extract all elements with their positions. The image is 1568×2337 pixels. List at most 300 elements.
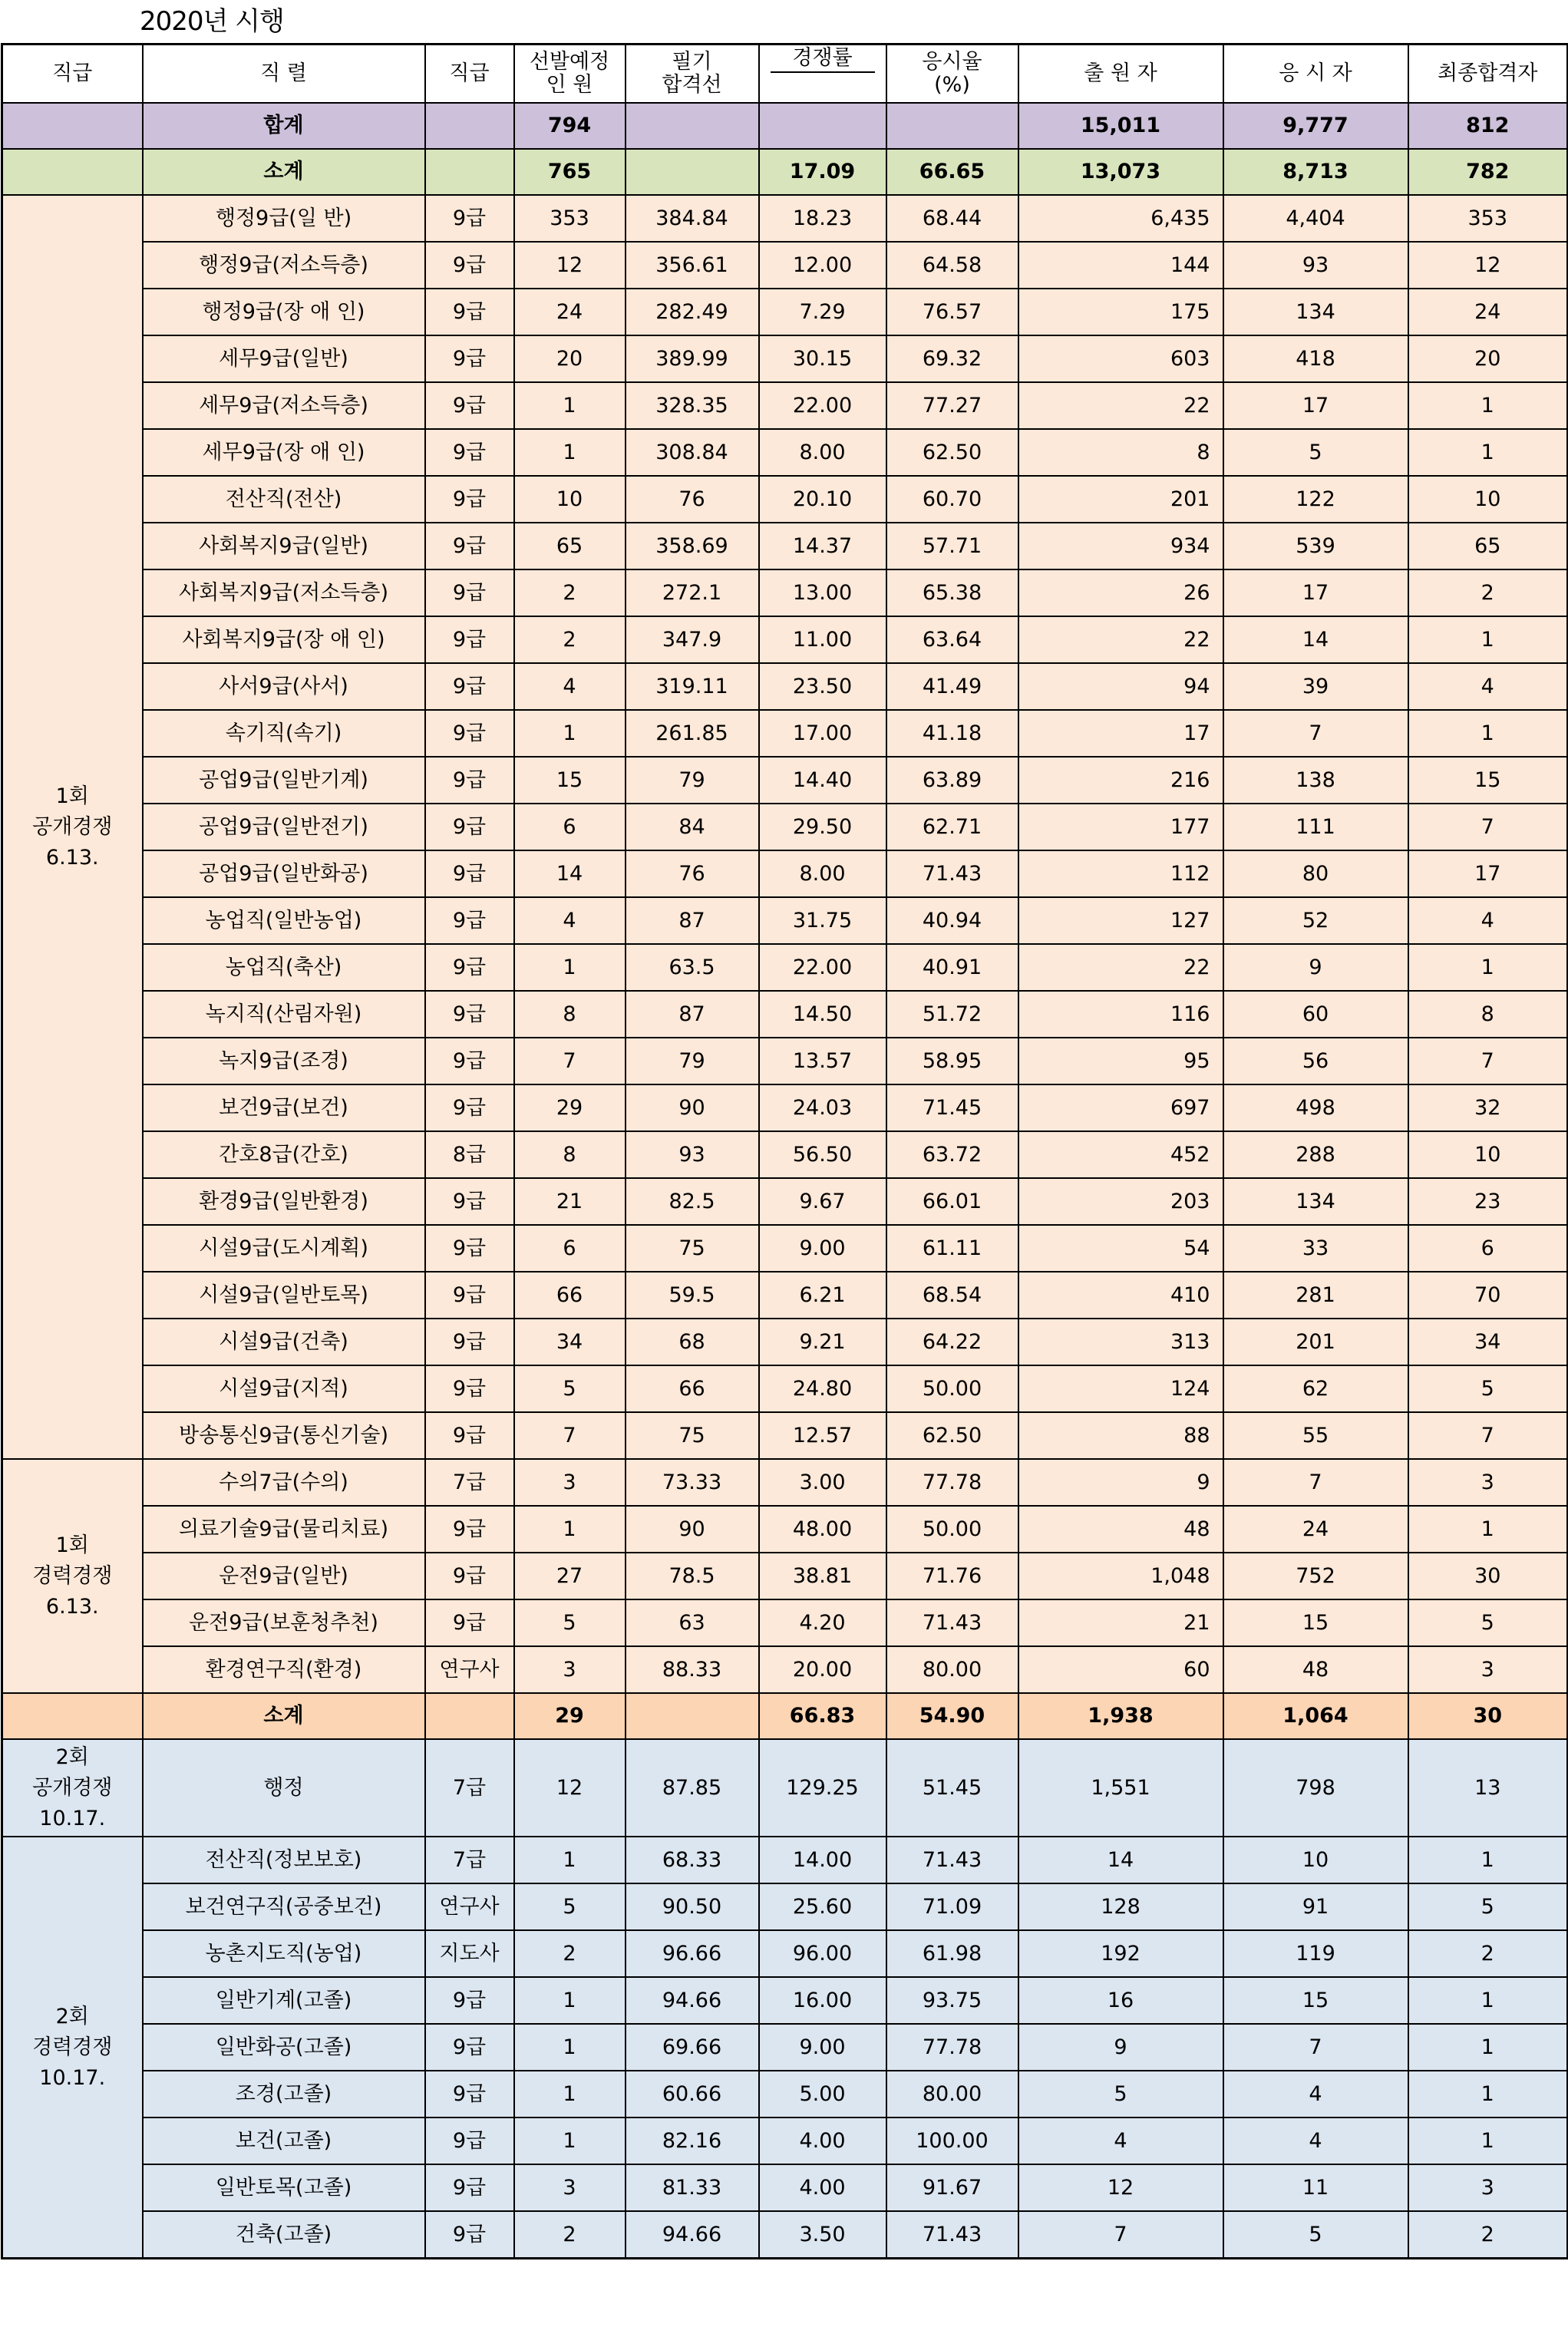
header-row [2,45,1568,104]
cell-name: 사서9급(사서) [143,663,425,710]
cell-cutoff: 73.33 [626,1459,759,1506]
cell-planned: 1 [514,1977,626,2024]
cell-examinees: 14 [1223,616,1408,663]
cell-competition: 3.50 [759,2211,886,2259]
cell-cutoff: 261.85 [626,710,759,757]
cell-examinees: 52 [1223,897,1408,944]
cell-planned: 65 [514,523,626,569]
cell-name: 행정 [143,1739,425,1837]
cell-applicants: 9 [1018,2024,1223,2071]
cell-planned: 66 [514,1272,626,1319]
cell-competition: 22.00 [759,944,886,991]
cell-examinees: 91 [1223,1883,1408,1930]
cell-examinees: 134 [1223,289,1408,335]
cell-competition: 20.00 [759,1646,886,1693]
table-row [2,1038,1568,1084]
cell-grade: 9급 [425,1272,514,1319]
cell-grade: 7급 [425,1837,514,1883]
cell-name: 보건(고졸) [143,2117,425,2164]
cell-applicants: 88 [1018,1412,1223,1459]
group-label-line: 2회 [55,1744,89,1769]
cell-name: 보건9급(보건) [143,1084,425,1131]
table-row [2,523,1568,569]
cell-competition: 56.50 [759,1131,886,1178]
cell-planned: 353 [514,195,626,242]
cell-final: 5 [1408,1883,1568,1930]
cell-grade: 9급 [425,335,514,382]
table-row [2,1646,1568,1693]
header-grade2: 직급 [425,45,514,104]
cell-examinees: 134 [1223,1178,1408,1225]
cell-competition: 24.03 [759,1084,886,1131]
cell-name: 방송통신9급(통신기술) [143,1412,425,1459]
subtotal-competition: 17.09 [759,149,886,195]
group-label-line: 6.13. [45,845,99,870]
cell-cutoff: 75 [626,1412,759,1459]
cell-name: 의료기술9급(물리치료) [143,1506,425,1553]
total-label: 합계 [143,103,425,149]
cell-examinees: 539 [1223,523,1408,569]
cell-final: 2 [1408,1930,1568,1977]
cell-rate: 80.00 [886,1646,1018,1693]
cell-planned: 8 [514,1131,626,1178]
cell-applicants: 8 [1018,429,1223,476]
cell-grade: 9급 [425,2117,514,2164]
cell-examinees: 93 [1223,242,1408,289]
cell-name: 행정9급(저소득층) [143,242,425,289]
total-row [2,103,1568,149]
header-competition-label: 경쟁률 [771,45,875,73]
cell-competition: 48.00 [759,1506,886,1553]
cell-competition: 9.00 [759,2024,886,2071]
cell-applicants: 128 [1018,1883,1223,1930]
table-row [2,804,1568,850]
cell-planned: 1 [514,2024,626,2071]
cell-name: 운전9급(보훈청추천) [143,1599,425,1646]
cell-name: 사회복지9급(저소득층) [143,569,425,616]
cell-name: 전산직(전산) [143,476,425,523]
cell-cutoff: 282.49 [626,289,759,335]
cell-competition: 4.20 [759,1599,886,1646]
group-label-line: 1회 [55,784,89,808]
cell-final: 5 [1408,1599,1568,1646]
cell-cutoff: 63 [626,1599,759,1646]
cell-applicants: 177 [1018,804,1223,850]
cell-rate: 63.72 [886,1131,1018,1178]
header-cutoff-line1: 필기 [672,50,712,74]
total-final: 812 [1408,103,1568,149]
cell-applicants: 603 [1018,335,1223,382]
cell-competition: 8.00 [759,850,886,897]
subtotal-row [2,1693,1568,1739]
cell-planned: 34 [514,1319,626,1365]
cell-grade: 9급 [425,1506,514,1553]
group-label-group2 [2,1459,143,1693]
group-label-line: 10.17. [39,1806,106,1830]
subtotal-blank [2,1693,143,1739]
cell-applicants: 22 [1018,382,1223,429]
cell-planned: 6 [514,804,626,850]
group-label-group3 [2,1739,143,1837]
table-row [2,663,1568,710]
cell-final: 1 [1408,2024,1568,2071]
cell-final: 7 [1408,1412,1568,1459]
cell-examinees: 48 [1223,1646,1408,1693]
cell-rate: 76.57 [886,289,1018,335]
table-row [2,2164,1568,2211]
cell-cutoff: 82.16 [626,2117,759,2164]
cell-competition: 31.75 [759,897,886,944]
cell-final: 10 [1408,1131,1568,1178]
cell-competition: 20.10 [759,476,886,523]
cell-grade: 7급 [425,1459,514,1506]
group-label-line: 1회 [55,1533,89,1557]
cell-name: 사회복지9급(장 애 인) [143,616,425,663]
cell-examinees: 15 [1223,1977,1408,2024]
cell-competition: 7.29 [759,289,886,335]
cell-applicants: 6,435 [1018,195,1223,242]
table-row [2,944,1568,991]
table-row [2,1930,1568,1977]
cell-rate: 71.43 [886,850,1018,897]
cell-rate: 51.45 [886,1739,1018,1837]
cell-cutoff: 90 [626,1506,759,1553]
cell-final: 6 [1408,1225,1568,1272]
cell-final: 10 [1408,476,1568,523]
subtotal-grade [425,149,514,195]
cell-grade: 9급 [425,476,514,523]
cell-rate: 71.45 [886,1084,1018,1131]
cell-planned: 6 [514,1225,626,1272]
cell-grade: 9급 [425,757,514,804]
subtotal-competition: 66.83 [759,1693,886,1739]
cell-planned: 1 [514,2117,626,2164]
cell-applicants: 54 [1018,1225,1223,1272]
cell-examinees: 10 [1223,1837,1408,1883]
cell-rate: 50.00 [886,1365,1018,1412]
cell-name: 일반토목(고졸) [143,2164,425,2211]
cell-grade: 9급 [425,2164,514,2211]
cell-cutoff: 94.66 [626,1977,759,2024]
cell-cutoff: 79 [626,757,759,804]
cell-final: 1 [1408,382,1568,429]
cell-planned: 3 [514,1459,626,1506]
cell-examinees: 201 [1223,1319,1408,1365]
table-row [2,2211,1568,2259]
cell-examinees: 288 [1223,1131,1408,1178]
cell-cutoff: 94.66 [626,2211,759,2259]
cell-rate: 61.98 [886,1930,1018,1977]
cell-grade: 9급 [425,1977,514,2024]
table-row [2,757,1568,804]
cell-applicants: 175 [1018,289,1223,335]
cell-cutoff: 78.5 [626,1553,759,1599]
table-row [2,1977,1568,2024]
cell-planned: 24 [514,289,626,335]
cell-applicants: 127 [1018,897,1223,944]
table-row [2,476,1568,523]
subtotal-applicants: 13,073 [1018,149,1223,195]
cell-name: 건축(고졸) [143,2211,425,2259]
header-series: 직 렬 [143,45,425,104]
header-grade: 직급 [2,45,143,104]
cell-examinees: 80 [1223,850,1408,897]
cell-name: 행정9급(일 반) [143,195,425,242]
table-row [2,1599,1568,1646]
cell-examinees: 4,404 [1223,195,1408,242]
subtotal-planned: 29 [514,1693,626,1739]
cell-competition: 29.50 [759,804,886,850]
cell-applicants: 4 [1018,2117,1223,2164]
cell-rate: 68.54 [886,1272,1018,1319]
cell-competition: 12.00 [759,242,886,289]
cell-examinees: 33 [1223,1225,1408,1272]
cell-final: 1 [1408,2117,1568,2164]
cell-rate: 91.67 [886,2164,1018,2211]
cell-applicants: 16 [1018,1977,1223,2024]
cell-name: 행정9급(장 애 인) [143,289,425,335]
cell-final: 65 [1408,523,1568,569]
cell-cutoff: 90.50 [626,1883,759,1930]
cell-grade: 9급 [425,2071,514,2117]
cell-examinees: 17 [1223,569,1408,616]
cell-planned: 3 [514,1646,626,1693]
group-label-group1 [2,195,143,1459]
cell-planned: 20 [514,335,626,382]
cell-planned: 10 [514,476,626,523]
cell-name: 사회복지9급(일반) [143,523,425,569]
cell-applicants: 452 [1018,1131,1223,1178]
cell-cutoff: 356.61 [626,242,759,289]
cell-rate: 71.43 [886,2211,1018,2259]
cell-examinees: 55 [1223,1412,1408,1459]
cell-rate: 71.76 [886,1553,1018,1599]
cell-rate: 51.72 [886,991,1018,1038]
cell-grade: 9급 [425,710,514,757]
header-rate-line1: 응시율 [922,50,982,74]
subtotal-final: 30 [1408,1693,1568,1739]
cell-final: 1 [1408,944,1568,991]
cell-grade: 연구사 [425,1646,514,1693]
subtotal-applicants: 1,938 [1018,1693,1223,1739]
cell-cutoff: 328.35 [626,382,759,429]
cell-grade: 지도사 [425,1930,514,1977]
cell-applicants: 410 [1018,1272,1223,1319]
page-title: 2020년 시행 [140,6,284,37]
cell-planned: 7 [514,1412,626,1459]
cell-final: 32 [1408,1084,1568,1131]
cell-grade: 9급 [425,1084,514,1131]
cell-name: 보건연구직(공중보건) [143,1883,425,1930]
table-row [2,1739,1568,1837]
cell-rate: 63.64 [886,616,1018,663]
cell-final: 1 [1408,2071,1568,2117]
cell-grade: 9급 [425,804,514,850]
table-row [2,429,1568,476]
cell-examinees: 7 [1223,1459,1408,1506]
table-row [2,1225,1568,1272]
cell-competition: 14.00 [759,1837,886,1883]
header-cutoff [626,45,759,104]
total-competition [759,103,886,149]
group-label-line: 10.17. [39,2065,106,2090]
cell-rate: 64.22 [886,1319,1018,1365]
cell-examinees: 15 [1223,1599,1408,1646]
cell-examinees: 138 [1223,757,1408,804]
table-row [2,1084,1568,1131]
cell-planned: 5 [514,1365,626,1412]
cell-applicants: 1,551 [1018,1739,1223,1837]
cell-grade: 9급 [425,991,514,1038]
cell-planned: 29 [514,1084,626,1131]
cell-competition: 13.57 [759,1038,886,1084]
cell-examinees: 122 [1223,476,1408,523]
cell-competition: 9.00 [759,1225,886,1272]
cell-cutoff: 69.66 [626,2024,759,2071]
cell-grade: 9급 [425,663,514,710]
cell-competition: 25.60 [759,1883,886,1930]
cell-planned: 1 [514,944,626,991]
cell-final: 17 [1408,850,1568,897]
total-examinees: 9,777 [1223,103,1408,149]
cell-name: 공업9급(일반기계) [143,757,425,804]
cell-grade: 9급 [425,523,514,569]
cell-applicants: 9 [1018,1459,1223,1506]
cell-name: 시설9급(지적) [143,1365,425,1412]
cell-planned: 12 [514,1739,626,1837]
cell-name: 일반기계(고졸) [143,1977,425,2024]
cell-grade: 8급 [425,1131,514,1178]
cell-examinees: 5 [1223,2211,1408,2259]
cell-applicants: 116 [1018,991,1223,1038]
cell-name: 시설9급(건축) [143,1319,425,1365]
cell-cutoff: 347.9 [626,616,759,663]
cell-examinees: 5 [1223,429,1408,476]
table-row [2,1365,1568,1412]
cell-planned: 1 [514,1837,626,1883]
table-row [2,850,1568,897]
table-row [2,616,1568,663]
total-blank [2,103,143,149]
cell-planned: 27 [514,1553,626,1599]
header-rate-line2: (%) [934,73,970,97]
header-examinees: 응 시 자 [1223,45,1408,104]
table-row [2,242,1568,289]
header-competition [759,45,886,104]
table-row [2,1837,1568,1883]
cell-cutoff: 75 [626,1225,759,1272]
cell-examinees: 24 [1223,1506,1408,1553]
cell-name: 간호8급(간호) [143,1131,425,1178]
cell-name: 시설9급(일반토목) [143,1272,425,1319]
cell-rate: 65.38 [886,569,1018,616]
cell-applicants: 60 [1018,1646,1223,1693]
cell-competition: 5.00 [759,2071,886,2117]
cell-rate: 69.32 [886,335,1018,382]
subtotal-rate: 66.65 [886,149,1018,195]
cell-rate: 71.43 [886,1837,1018,1883]
cell-planned: 3 [514,2164,626,2211]
cell-final: 34 [1408,1319,1568,1365]
cell-examinees: 4 [1223,2117,1408,2164]
cell-examinees: 56 [1223,1038,1408,1084]
cell-planned: 1 [514,382,626,429]
cell-grade: 9급 [425,1178,514,1225]
cell-name: 세무9급(일반) [143,335,425,382]
cell-final: 1 [1408,710,1568,757]
cell-competition: 38.81 [759,1553,886,1599]
table-row [2,1412,1568,1459]
cell-grade: 9급 [425,195,514,242]
cell-applicants: 934 [1018,523,1223,569]
cell-cutoff: 76 [626,850,759,897]
cell-competition: 13.00 [759,569,886,616]
table-row [2,1883,1568,1930]
cell-competition: 24.80 [759,1365,886,1412]
cell-applicants: 1,048 [1018,1553,1223,1599]
cell-grade: 9급 [425,944,514,991]
cell-grade: 9급 [425,242,514,289]
cell-name: 농업직(축산) [143,944,425,991]
cell-rate: 57.71 [886,523,1018,569]
cell-cutoff: 66 [626,1365,759,1412]
table-row [2,2071,1568,2117]
table-row [2,569,1568,616]
cell-applicants: 192 [1018,1930,1223,1977]
cell-examinees: 62 [1223,1365,1408,1412]
cell-competition: 23.50 [759,663,886,710]
table-row [2,335,1568,382]
cell-name: 녹지직(산림자원) [143,991,425,1038]
cell-cutoff: 68.33 [626,1837,759,1883]
cell-planned: 4 [514,663,626,710]
cell-final: 1 [1408,1506,1568,1553]
cell-rate: 41.49 [886,663,1018,710]
cell-grade: 9급 [425,1553,514,1599]
cell-applicants: 216 [1018,757,1223,804]
cell-examinees: 11 [1223,2164,1408,2211]
cell-competition: 6.21 [759,1272,886,1319]
cell-name: 세무9급(저소득층) [143,382,425,429]
cell-rate: 62.50 [886,429,1018,476]
cell-cutoff: 87.85 [626,1739,759,1837]
cell-rate: 61.11 [886,1225,1018,1272]
cell-rate: 41.18 [886,710,1018,757]
cell-cutoff: 96.66 [626,1930,759,1977]
cell-name: 시설9급(도시계획) [143,1225,425,1272]
cell-rate: 50.00 [886,1506,1018,1553]
cell-examinees: 119 [1223,1930,1408,1977]
cell-grade: 9급 [425,569,514,616]
cell-competition: 12.57 [759,1412,886,1459]
cell-name: 공업9급(일반전기) [143,804,425,850]
cell-name: 전산직(정보보호) [143,1837,425,1883]
cell-competition: 4.00 [759,2164,886,2211]
subtotal-examinees: 1,064 [1223,1693,1408,1739]
table-row [2,1506,1568,1553]
cell-competition: 129.25 [759,1739,886,1837]
cell-applicants: 94 [1018,663,1223,710]
cell-planned: 21 [514,1178,626,1225]
cell-rate: 60.70 [886,476,1018,523]
table-row [2,2117,1568,2164]
cell-grade: 9급 [425,616,514,663]
cell-applicants: 5 [1018,2071,1223,2117]
cell-final: 2 [1408,569,1568,616]
cell-cutoff: 308.84 [626,429,759,476]
cell-rate: 77.78 [886,2024,1018,2071]
cell-rate: 68.44 [886,195,1018,242]
